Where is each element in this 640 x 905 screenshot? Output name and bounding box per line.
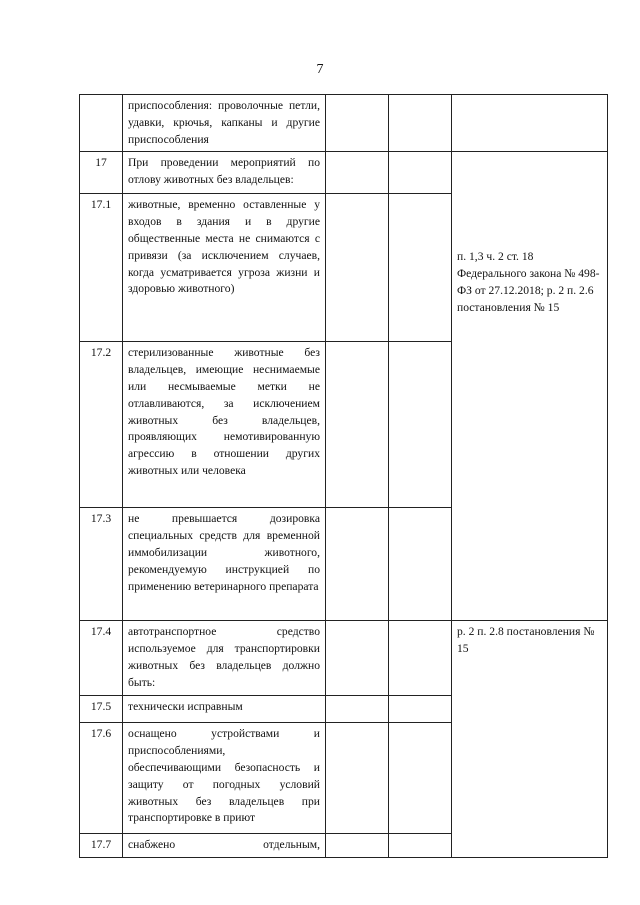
row-number: 17.1 xyxy=(80,194,123,342)
table-row xyxy=(80,152,608,194)
answer-cell-no[interactable] xyxy=(389,508,452,621)
requirement-text: приспособления: проволочные петли, удавки, крючья, капканы и другие приспособления xyxy=(123,95,326,152)
row-number: 17.7 xyxy=(80,834,123,858)
table-row xyxy=(80,95,608,152)
requirement-text: животные, временно оставленные у входов в здания и в другие общественные места не снимаются с привязи (за исключением случаев, когда усматривается угроза жизни и здоровью животного) xyxy=(123,194,326,342)
row-number: 17.5 xyxy=(80,696,123,723)
answer-cell-no[interactable] xyxy=(389,95,452,152)
answer-cell-no[interactable] xyxy=(389,834,452,858)
requirement-text: оснащено устройствами и приспособлениями, обеспечивающими безопасность и защиту от погодных условий животных без владельцев при транспортировке в приют xyxy=(123,723,326,834)
row-number xyxy=(80,95,123,152)
row-number: 17.2 xyxy=(80,342,123,508)
answer-cell-no[interactable] xyxy=(389,723,452,834)
row-number: 17.3 xyxy=(80,508,123,621)
requirement-text: автотранспортное средство используемое для транспортировки животных без владельцев должно быть: xyxy=(123,621,326,696)
legal-reference xyxy=(452,152,608,621)
answer-cell-yes[interactable] xyxy=(326,834,389,858)
answer-cell-yes[interactable] xyxy=(326,723,389,834)
row-number: 17.4 xyxy=(80,621,123,696)
requirement-text: При проведении мероприятий по отлову животных без владельцев: xyxy=(123,152,326,194)
answer-cell-no[interactable] xyxy=(389,152,452,194)
answer-cell-no[interactable] xyxy=(389,621,452,696)
page-number: 7 xyxy=(316,62,324,77)
reference-cell xyxy=(452,95,608,152)
requirement-text: снабжено отдельным, xyxy=(123,834,326,858)
answer-cell-yes[interactable] xyxy=(326,508,389,621)
answer-cell-no[interactable] xyxy=(389,194,452,342)
answer-cell-yes[interactable] xyxy=(326,194,389,342)
answer-cell-yes[interactable] xyxy=(326,621,389,696)
row-number: 17 xyxy=(80,152,123,194)
legal-reference-text: п. 1,3 ч. 2 ст. 18 Федерального закона № 498-ФЗ от 27.12.2018; р. 2 п. 2.6 постановления № 15 xyxy=(457,250,600,314)
legal-reference-text: р. 2 п. 2.8 постановления № 15 xyxy=(457,625,595,656)
answer-cell-yes[interactable] xyxy=(326,95,389,152)
answer-cell-yes[interactable] xyxy=(326,696,389,723)
requirement-text: не превышается дозировка специальных средств для временной иммобилизации животного, рекомендуемую инструкцией по применению ветеринарного препарата xyxy=(123,508,326,621)
row-number: 17.6 xyxy=(80,723,123,834)
answer-cell-no[interactable] xyxy=(389,696,452,723)
requirements-table xyxy=(79,94,608,858)
legal-reference xyxy=(452,621,608,858)
requirement-text: технически исправным xyxy=(123,696,326,723)
requirement-text: стерилизованные животные без владельцев, имеющие неснимаемые или несмываемые метки не отлавливаются, за исключением животных без владельцев, проявляющих немотивированную агрессию в отношении других животных или человека xyxy=(123,342,326,508)
table-row xyxy=(80,621,608,696)
answer-cell-no[interactable] xyxy=(389,342,452,508)
answer-cell-yes[interactable] xyxy=(326,152,389,194)
answer-cell-yes[interactable] xyxy=(326,342,389,508)
